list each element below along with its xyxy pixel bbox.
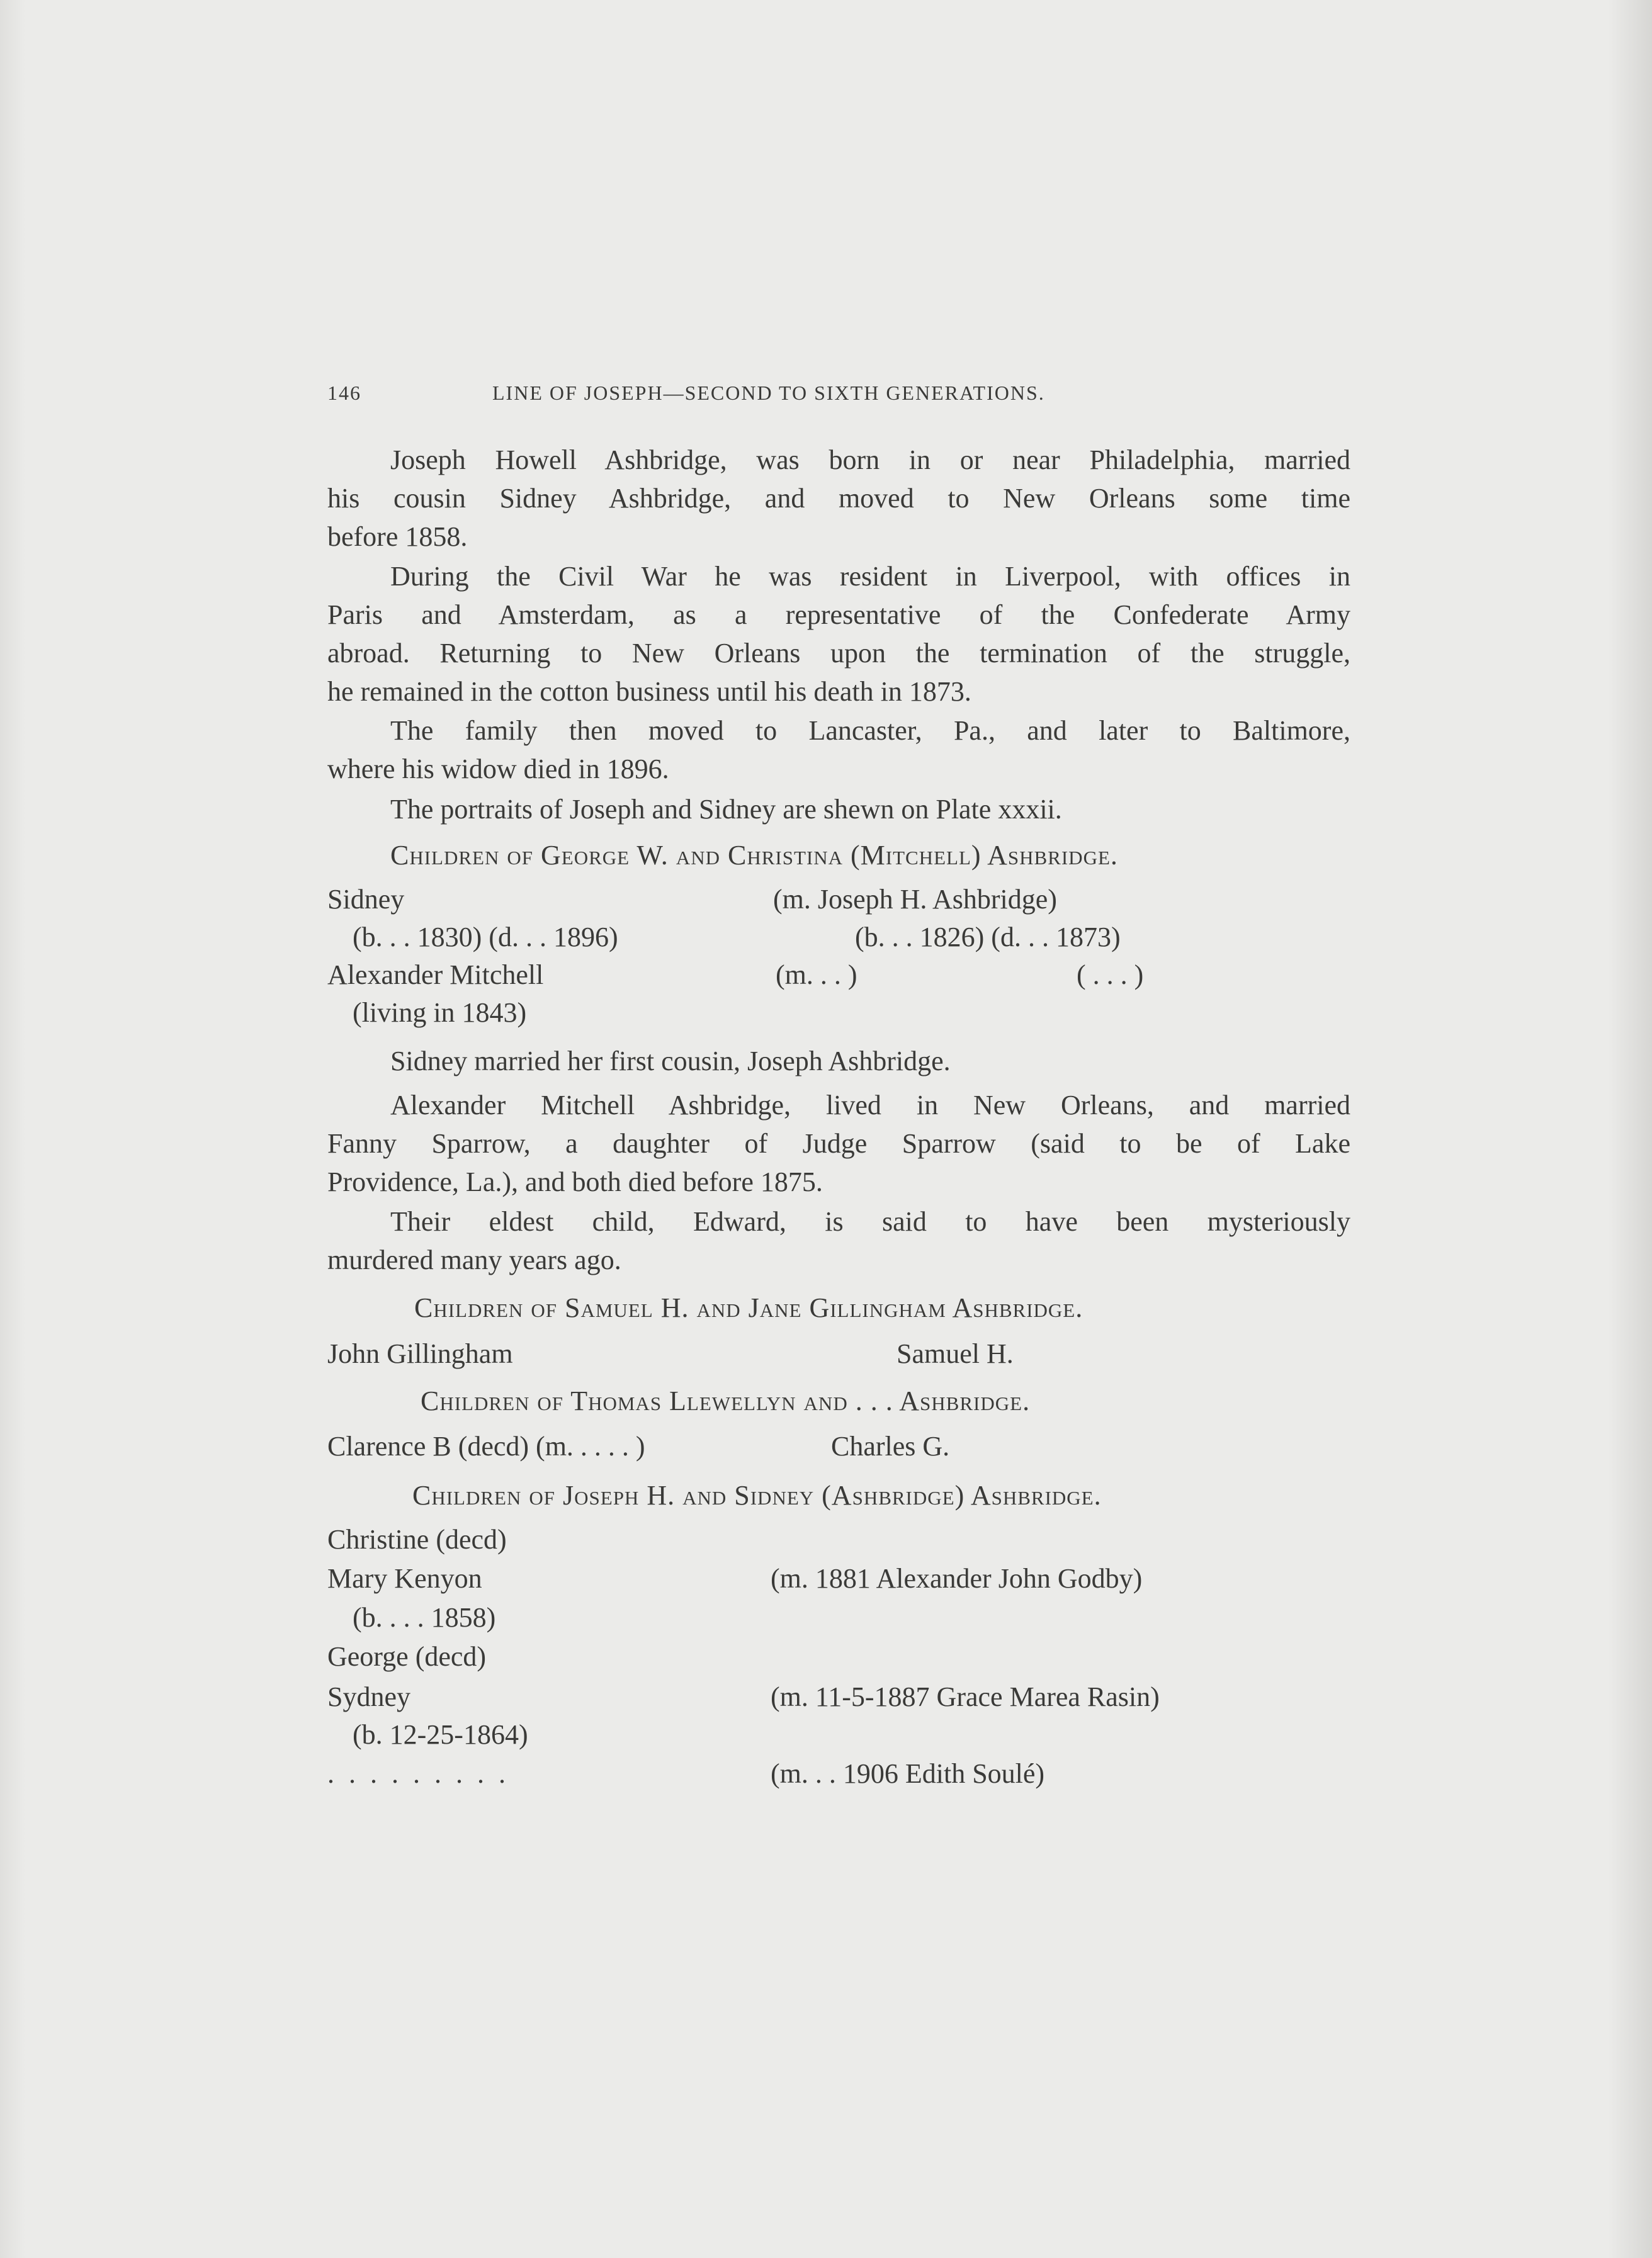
text-line: The family then moved to Lancaster, Pa., and later to Baltimore,	[390, 715, 1350, 746]
text-line: before 1858.	[327, 521, 468, 552]
text-line: abroad. Returning to New Orleans upon the termination of the struggle,	[327, 638, 1350, 669]
entry-dates: (b. . . 1830) (d. . . 1896)	[353, 922, 618, 952]
entry-dates: (b. 12-25-1864)	[353, 1719, 528, 1750]
text-line: Providence, La.), and both died before 1875.	[327, 1166, 823, 1197]
text-line: Alexander Mitchell Ashbridge, lived in New Orleans, and married	[390, 1090, 1350, 1121]
entry-name: Samuel H.	[897, 1338, 1014, 1369]
entry-name: . . . . . . . . .	[327, 1758, 509, 1789]
section-heading-george-christina: Children of George W. and Christina (Mitchell) Ashbridge.	[390, 840, 1118, 871]
text-line: During the Civil War he was resident in Liverpool, with offices in	[390, 561, 1350, 592]
paragraph-family-moved	[327, 711, 1350, 788]
page-edge-shadow-left	[0, 0, 25, 2258]
text-line: where his widow died in 1896.	[327, 754, 669, 784]
section-heading-joseph-sidney: Children of Joseph H. and Sidney (Ashbridge) Ashbridge.	[412, 1480, 1102, 1511]
entry-name: Alexander Mitchell	[327, 959, 544, 990]
text-line: Paris and Amsterdam, as a representative of the Confederate Army	[327, 599, 1350, 630]
section-heading-samuel-jane: Children of Samuel H. and Jane Gillingham Ashbridge.	[414, 1292, 1083, 1323]
entry-marriage: (m. Joseph H. Ashbridge)	[773, 884, 1057, 915]
entry-dates: (living in 1843)	[353, 997, 527, 1028]
text-line: Joseph Howell Ashbridge, was born in or near Philadelphia, married	[390, 444, 1350, 475]
entry-name: Sidney	[327, 884, 405, 915]
entry-name: Sydney	[327, 1681, 410, 1712]
paragraph-civil-war	[327, 557, 1350, 711]
text-line: he remained in the cotton business until his death in 1873.	[327, 676, 971, 707]
paragraph-sidney-married	[327, 1042, 1350, 1080]
entry-dates: (b. . . . 1858)	[353, 1602, 496, 1633]
text-line: Their eldest child, Edward, is said to have been mysteriously	[390, 1206, 1350, 1237]
paragraph-alexander	[327, 1086, 1350, 1201]
page-edge-shadow-right	[1608, 0, 1652, 2258]
entry-name: Charles G.	[831, 1431, 950, 1462]
entry-name: Mary Kenyon	[327, 1563, 482, 1594]
paragraph-portraits	[327, 790, 1350, 828]
page-number: 146	[327, 381, 361, 404]
text-line: Fanny Sparrow, a daughter of Judge Sparrow (said to be of Lake	[327, 1128, 1350, 1159]
paragraph-edward	[327, 1202, 1350, 1279]
entry-marriage: (m. . . 1906 Edith Soulé)	[771, 1758, 1045, 1789]
entry-name: George (decd)	[327, 1641, 487, 1672]
text-line: his cousin Sidney Ashbridge, and moved to New Orleans some time	[327, 483, 1350, 514]
entry-marriage: (m. . . )	[776, 959, 857, 990]
running-title: LINE OF JOSEPH—SECOND TO SIXTH GENERATIONS.	[492, 381, 1045, 404]
entry-marriage: (m. 1881 Alexander John Godby)	[771, 1563, 1143, 1594]
text-line: The portraits of Joseph and Sidney are shewn on Plate xxxii.	[390, 794, 1062, 825]
entry-spouse-dates: (b. . . 1826) (d. . . 1873)	[855, 922, 1121, 952]
paragraph-joseph-birth	[327, 441, 1350, 556]
entry-marriage: (m. 11-5-1887 Grace Marea Rasin)	[771, 1681, 1160, 1712]
text-line: murdered many years ago.	[327, 1245, 621, 1275]
entry-name: Christine (decd)	[327, 1524, 507, 1555]
entry-spouse-dates: ( . . . )	[1077, 959, 1144, 990]
text-line: Sidney married her first cousin, Joseph Ashbridge.	[390, 1046, 951, 1076]
entry-name: Clarence B (decd) (m. . . . . )	[327, 1431, 645, 1462]
entry-name: John Gillingham	[327, 1338, 513, 1369]
section-heading-thomas-llewellyn: Children of Thomas Llewellyn and . . . Ashbridge.	[421, 1386, 1031, 1416]
